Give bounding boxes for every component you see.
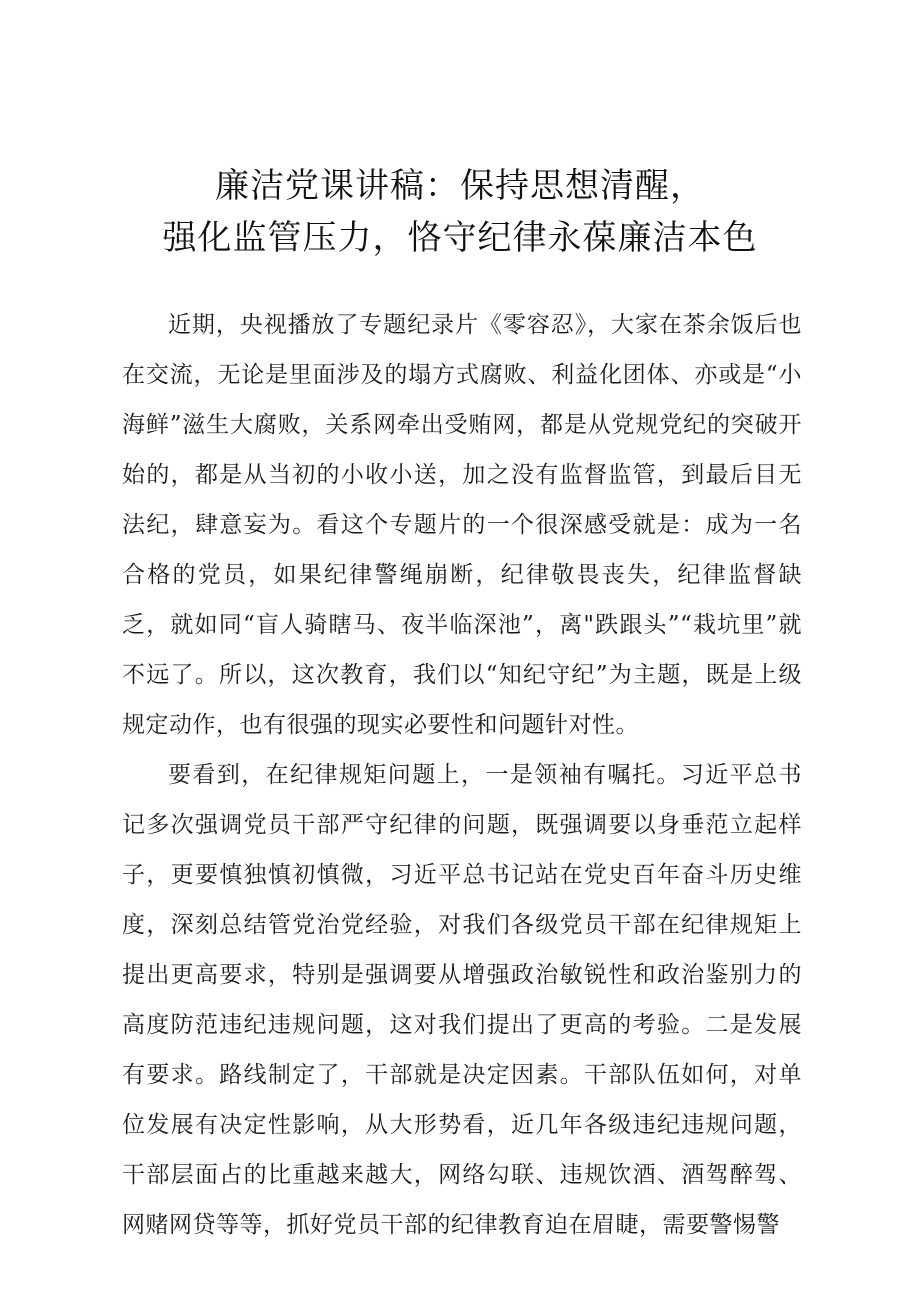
paragraph-2: 要看到，在纪律规矩问题上，一是领袖有嘱托。习近平总书记多次强调党员干部严守纪律的问题，既强调要以身垂范立起样子，更要慎独慎初慎微，习近平总书记站在党史百年奋斗历史维度，深刻总结管党治党经验，对我们各级党员干部在纪律规矩上提出更高要求，特别是强调要从增强政治敏锐性和政治鉴别力的高度防范违纪违规问题，这对我们提出了更高的考验。二是发展有要求。路线制定了，干部就是决定因素。干部队伍如何，对单位发展有决定性影响，从大形势看，近几年各级违纪违规问题，干部层面占的比重越来越大，网络勾联、违规饮酒、酒驾醉驾、网赌网贷等等，抓好党员干部的纪律教育迫在眉睫，需要警惕警 <box>122 762 802 1238</box>
title-line-1: 廉洁党课讲稿：保持思想清醒， <box>215 166 705 206</box>
document-title <box>0 160 920 264</box>
paragraph-1: 近期，央视播放了专题纪录片《零容忍》，大家在茶余饭后也在交流，无论是里面涉及的塌方式腐败、利益化团体、亦或是“小海鲜”滋生大腐败，关系网牵出受贿网，都是从党规党纪的突破开始的，都是从当初的小收小送，加之没有监督监管，到最后目无法纪，肆意妄为。看这个专题片的一个很深感受就是：成为一名合格的党员，如果纪律警绳崩断，纪律敬畏丧失，纪律监督缺乏，就如同“盲人骑瞎马、夜半临深池”，离"跌跟头”“栽坑里”就不远了。所以，这次教育，我们以“知纪守纪”为主题，既是上级规定动作，也有很强的现实必要性和问题针对性。 <box>122 312 802 738</box>
title-line-2: 强化监管压力，恪守纪律永葆廉洁本色 <box>162 218 758 258</box>
document-body <box>122 300 802 1250</box>
